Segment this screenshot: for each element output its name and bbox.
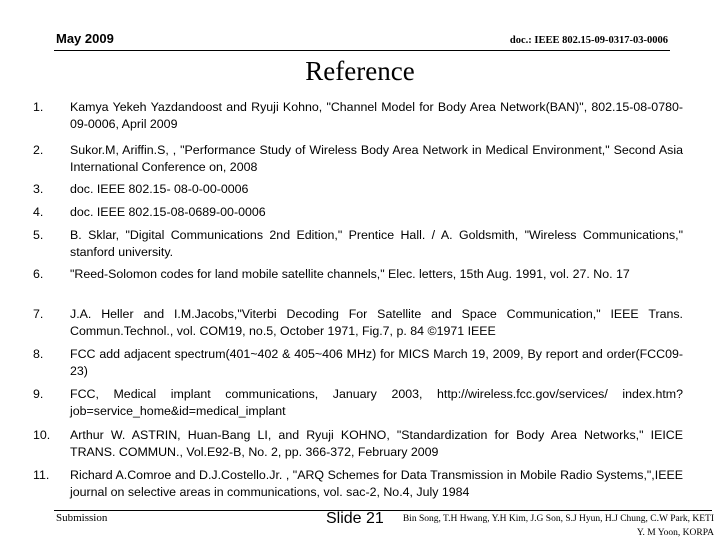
- reference-text: "Reed-Solomon codes for land mobile satellite channels," Elec. letters, 15th Aug. 1991, vol. 27. No. 17: [70, 267, 630, 281]
- reference-text: B. Sklar, "Digital Communications 2nd Edition," Prentice Hall. / A. Goldsmith, "Wireless Communications," stanford university.: [70, 228, 683, 259]
- authors-line-2: Y. M Yoon, KORPA: [636, 528, 714, 538]
- slide-title: Reference: [305, 56, 415, 86]
- reference-number: 9.: [33, 387, 44, 401]
- reference-text: FCC, Medical implant communications, January 2003, http://wireless.fcc.gov/services/ index.htm?job=service_home&id=medical_implant: [70, 387, 683, 418]
- authors-line-1: Bin Song, T.H Hwang, Y.H Kim, J.G Son, S.J Hyun, H.J Chung, C.W Park, KETI: [402, 514, 714, 524]
- header-date: May 2009: [56, 31, 114, 46]
- footer-submission: Submission: [56, 512, 108, 524]
- reference-item: [33, 266, 683, 283]
- reference-text: FCC add adjacent spectrum(401~402 & 405~406 MHz) for MICS March 19, 2009, By report and order(FCC09-23): [70, 347, 683, 378]
- header-divider: [54, 50, 670, 51]
- reference-item: [33, 204, 683, 221]
- reference-number: 6.: [33, 267, 44, 281]
- reference-number: 11.: [33, 468, 50, 482]
- reference-text: Kamya Yekeh Yazdandoost and Ryuji Kohno, "Channel Model for Body Area Network(BAN)", 802.15-08-0780-09-0006, April 2009: [70, 100, 683, 131]
- reference-item: [33, 386, 683, 420]
- reference-item: [33, 181, 683, 198]
- reference-text: Sukor.M, Ariffin.S, , "Performance Study of Wireless Body Area Network in Medical Environment," Second Asia International Conference on, 2008: [70, 143, 683, 174]
- reference-item: [33, 427, 683, 461]
- reference-item: [33, 142, 683, 176]
- document-id: doc.: IEEE 802.15-09-0317-03-0006: [509, 35, 668, 46]
- reference-number: 7.: [33, 307, 44, 321]
- reference-item: [33, 346, 683, 380]
- reference-text: doc. IEEE 802.15-08-0689-00-0006: [70, 205, 266, 219]
- reference-item: [33, 467, 683, 501]
- reference-text: J.A. Heller and I.M.Jacobs,"Viterbi Decoding For Satellite and Space Communication," IEEE Trans. Commun.Technol., vol. COM19, no.5, October 1971, Fig.7, p. 84 ©1971 IEEE: [70, 307, 683, 338]
- reference-number: 1.: [33, 100, 44, 114]
- reference-number: 10.: [33, 428, 51, 442]
- reference-text: doc. IEEE 802.15- 08-0-00-0006: [70, 182, 249, 196]
- reference-text: Arthur W. ASTRIN, Huan-Bang LI, and Ryuji KOHNO, "Standardization for Body Area Networks," IEICE TRANS. COMMUN., Vol.E92-B, No. 2, pp. 366-372, February 2009: [70, 428, 683, 459]
- reference-number: 5.: [33, 228, 44, 242]
- reference-item: [33, 306, 683, 340]
- reference-number: 4.: [33, 205, 44, 219]
- reference-number: 3.: [33, 182, 44, 196]
- reference-item: [33, 227, 683, 261]
- reference-number: 8.: [33, 347, 44, 361]
- reference-text: Richard A.Comroe and D.J.Costello.Jr. , "ARQ Schemes for Data Transmission in Mobile Radio Systems,",IEEE journal on selective areas in communications, vol. sac-2, No.4, July 1984: [70, 468, 683, 499]
- footer-authors: [334, 512, 714, 540]
- reference-number: 2.: [33, 143, 44, 157]
- slide-number: Slide 21: [326, 510, 384, 527]
- reference-item: [33, 99, 683, 133]
